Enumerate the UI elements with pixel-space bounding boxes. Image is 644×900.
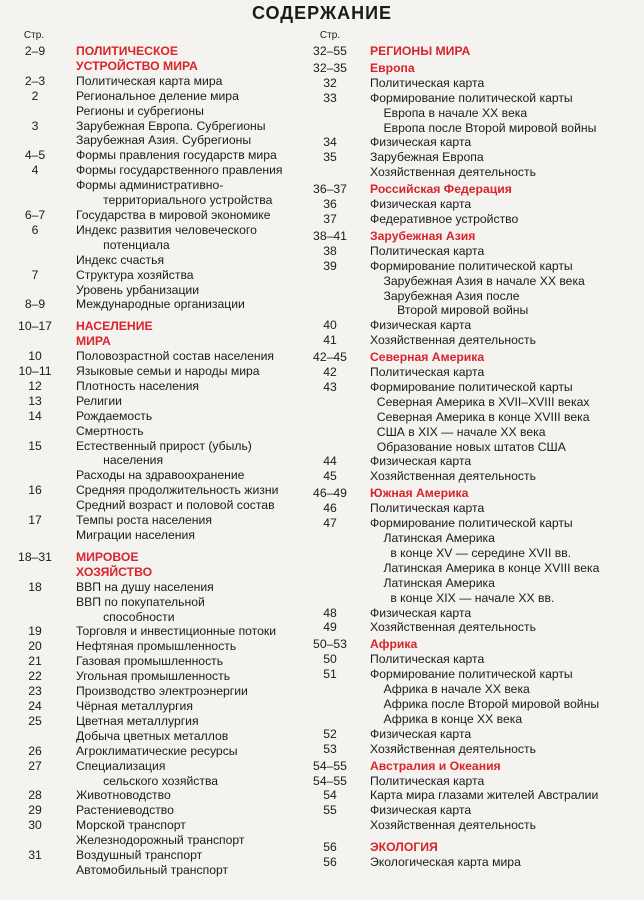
entry-title: Плотность населения [76, 378, 200, 393]
entry-title: Формирование политической карты [370, 667, 573, 682]
page-number: 2–9 [24, 44, 46, 58]
toc-entry [0, 409, 320, 424]
entry-title: Чёрная металлургия [76, 698, 193, 713]
toc-section-heading [310, 61, 644, 76]
page-number: 29 [28, 803, 42, 818]
toc-entry [0, 439, 320, 454]
toc-entry [310, 652, 644, 667]
page-number: 34 [323, 135, 337, 150]
entry-title: ВВП на душу населения [76, 579, 214, 594]
section-title: ПОЛИТИЧЕСКОЕ [76, 44, 178, 58]
toc-section-heading [310, 182, 644, 197]
toc-entry [0, 483, 320, 498]
entry-title: способности [76, 609, 175, 624]
toc-entry [0, 148, 320, 163]
entry-title: Формирование политической карты [370, 258, 573, 273]
toc-entry [310, 289, 644, 304]
entry-title: Латинская Америка [370, 575, 495, 590]
section-title: ЭКОЛОГИЯ [370, 840, 438, 855]
toc-entry [310, 365, 644, 380]
toc-entry [310, 135, 644, 150]
entry-title: Рождаемость [76, 408, 153, 423]
toc-entry [0, 283, 320, 298]
page-number: 26 [28, 743, 42, 758]
entry-title: Растениеводство [76, 803, 174, 818]
page-number: 8–9 [24, 297, 46, 312]
entry-title: Религии [76, 393, 122, 408]
toc-entry [0, 669, 320, 684]
toc-entry [0, 223, 320, 238]
page-number: 31 [28, 848, 42, 863]
section-title: Европа [370, 60, 415, 75]
toc-section-heading [0, 319, 320, 334]
entry-title: Автомобильный транспорт [76, 862, 229, 877]
page-number: 25 [28, 713, 42, 728]
entry-title: Физическая карта [370, 726, 472, 741]
page-number: 7 [31, 267, 39, 282]
entry-title: Латинская Америка [370, 531, 495, 545]
toc-entry [0, 684, 320, 699]
page-number: 10–17 [18, 319, 52, 334]
toc-entry [0, 364, 320, 379]
entry-title: США в XIX — начале XX века [370, 424, 546, 439]
toc-section-heading [310, 229, 644, 244]
toc-section-heading [310, 350, 644, 365]
toc-section-heading [0, 334, 320, 349]
toc-entry [0, 133, 320, 148]
toc-section-heading [310, 637, 644, 652]
entry-title: территориального устройства [76, 193, 273, 208]
entry-title: Индекс развития человеческого [76, 222, 257, 237]
page-number: 10 [28, 349, 42, 364]
toc-right-column [310, 22, 644, 870]
entry-title: Расходы на здравоохранение [76, 468, 245, 483]
toc-entry [0, 163, 320, 178]
entry-title: Зарубежная Азия после [370, 288, 520, 303]
page-number: 46 [323, 501, 337, 516]
toc-entry [310, 667, 644, 682]
toc-entry [310, 106, 644, 121]
entry-title: Формы административно- [76, 178, 224, 193]
section-title: Северная Америка [370, 350, 485, 365]
toc-entry [310, 546, 644, 561]
page-number: 53 [323, 741, 337, 756]
entry-title: Формы правления государств мира [76, 148, 277, 163]
toc-entry [0, 639, 320, 654]
toc-entry [310, 212, 644, 227]
toc-entry [0, 714, 320, 729]
toc-entry [310, 501, 644, 516]
entry-title: Федеративное устройство [370, 211, 519, 226]
entry-title: Формирование политической карты [370, 379, 573, 394]
section-title: Южная Америка [370, 486, 469, 501]
page-number: 21 [28, 654, 42, 669]
toc-entry [0, 580, 320, 595]
page-number: 47 [323, 516, 337, 531]
page-number: 17 [28, 513, 42, 528]
entry-title: в конце XIX — начале XX вв. [370, 590, 555, 605]
toc-entry [0, 788, 320, 803]
page-number: 56 [323, 840, 337, 855]
toc-entry [0, 848, 320, 863]
entry-title: Политическая карта [370, 773, 485, 788]
entry-title: населения [76, 453, 164, 468]
toc-section-heading [310, 759, 644, 774]
entry-title: Хозяйственная деятельность [370, 469, 536, 484]
toc-entry [310, 591, 644, 606]
toc-entry [0, 528, 320, 543]
toc-entry [0, 193, 320, 208]
entry-title: Второй мировой войны [370, 303, 529, 318]
toc-section-heading [0, 44, 320, 59]
toc-section-heading [310, 840, 644, 855]
page-number: 43 [323, 379, 337, 394]
toc-entry [0, 699, 320, 714]
entry-title: Экологическая карта мира [370, 855, 521, 870]
toc-list-left [0, 44, 320, 878]
page-number: 2–3 [24, 73, 46, 88]
toc-section-heading [0, 59, 320, 74]
toc-entry [0, 759, 320, 774]
page-number: 13 [28, 393, 42, 408]
entry-title: Миграции населения [76, 528, 195, 542]
entry-title: Хозяйственная деятельность [370, 165, 536, 180]
toc-entry [310, 425, 644, 440]
toc-entry [0, 297, 320, 312]
page-number: 15 [28, 438, 42, 453]
toc-entry [0, 774, 320, 789]
entry-title: Политическая карта [370, 652, 485, 667]
entry-title: Физическая карта [370, 135, 472, 150]
page-number: 14 [28, 408, 42, 423]
toc-entry [0, 89, 320, 104]
entry-title: Хозяйственная деятельность [370, 818, 536, 833]
entry-title: Газовая промышленность [76, 654, 224, 669]
toc-entry [310, 727, 644, 742]
entry-title: Физическая карта [370, 605, 472, 620]
page-number: 51 [323, 667, 337, 682]
entry-title: Хозяйственная деятельность [370, 620, 536, 635]
toc-entry [0, 394, 320, 409]
entry-title: ВВП по покупательной [76, 594, 205, 609]
page-number: 27 [28, 758, 42, 773]
page-number: 45 [323, 469, 337, 484]
entry-title: Зарубежная Азия. Субрегионы [76, 133, 252, 148]
toc-left-column [0, 22, 320, 878]
toc-entry [0, 424, 320, 439]
toc-entry [0, 729, 320, 744]
entry-title: Цветная металлургия [76, 713, 199, 728]
toc-list-right [310, 44, 644, 870]
entry-title: в конце XV — середине XVII вв. [370, 545, 572, 560]
entry-title: Половозрастной состав населения [76, 349, 274, 364]
toc-entry [310, 318, 644, 333]
entry-title: Животноводство [76, 788, 171, 803]
entry-title: Железнодорожный транспорт [76, 833, 245, 848]
page-number: 48 [323, 605, 337, 620]
page-number: 4 [31, 163, 39, 178]
toc-entry [310, 803, 644, 818]
page-number: 42–45 [313, 350, 347, 365]
entry-title: Физическая карта [370, 454, 472, 469]
entry-title: Государства в мировой экономике [76, 207, 271, 222]
entry-title: Уровень урбанизации [76, 282, 200, 297]
entry-title: Физическая карта [370, 197, 472, 212]
entry-title: Регионы и субрегионы [76, 103, 204, 118]
entry-title: Формы государственного правления [76, 163, 283, 178]
entry-title: Индекс счастья [76, 252, 165, 267]
page-number: 38 [323, 243, 337, 258]
entry-title: Структура хозяйства [76, 267, 194, 282]
toc-entry [310, 76, 644, 91]
toc-entry [310, 697, 644, 712]
toc-entry [0, 863, 320, 878]
entry-title: Северная Америка в конце XVIII века [370, 409, 590, 424]
toc-entry [0, 468, 320, 483]
page-number: 19 [28, 624, 42, 639]
toc-entry [0, 818, 320, 833]
page-number: 2 [31, 88, 39, 103]
section-title: МИРОВОЕ [76, 549, 139, 564]
entry-title: Формирование политической карты [370, 90, 573, 105]
toc-entry [0, 74, 320, 89]
toc-entry [0, 610, 320, 625]
page-label: Стр. [23, 30, 45, 41]
toc-entry [0, 654, 320, 669]
entry-title: Торговля и инвестиционные потоки [76, 624, 277, 639]
toc-entry [310, 259, 644, 274]
page-number: 28 [28, 788, 42, 803]
entry-title: Хозяйственная деятельность [370, 741, 536, 756]
toc-entry [0, 119, 320, 134]
entry-title: Производство электроэнергии [76, 684, 248, 699]
entry-title: Смертность [76, 423, 144, 438]
toc-entry [310, 818, 644, 833]
toc-entry [0, 349, 320, 364]
page-number: 32–35 [313, 60, 347, 75]
toc-entry [310, 788, 644, 803]
entry-title: Политическая карта [370, 365, 485, 380]
page-number: 54–55 [313, 758, 347, 773]
toc-entry [310, 742, 644, 757]
section-title: МИРА [76, 334, 111, 349]
page-header [0, 22, 320, 44]
toc-entry [310, 531, 644, 546]
page-number: 38–41 [313, 228, 347, 243]
page-number: 52 [323, 726, 337, 741]
section-title: Зарубежная Азия [370, 228, 476, 243]
entry-title: Европа после Второй мировой войны [370, 120, 597, 135]
toc-entry [310, 121, 644, 136]
toc-entry [310, 855, 644, 870]
entry-title: Политическая карта [370, 501, 485, 516]
entry-title: Хозяйственная деятельность [370, 333, 536, 348]
entry-title: Африка в конце XX века [370, 711, 523, 726]
toc-entry [310, 274, 644, 289]
toc-entry [310, 576, 644, 591]
section-title: НАСЕЛЕНИЕ [76, 319, 153, 334]
toc-entry [310, 774, 644, 789]
toc-entry [0, 178, 320, 193]
toc-entry [310, 440, 644, 455]
entry-title: Темпы роста населения [76, 513, 212, 528]
entry-title: Политическая карта [370, 243, 485, 258]
toc-entry [310, 561, 644, 576]
entry-title: Физическая карта [370, 318, 472, 333]
entry-title: Добыча цветных металлов [76, 728, 229, 743]
page-number: 54–55 [313, 773, 347, 788]
page-title: СОДЕРЖАНИЕ [251, 3, 393, 23]
page-number: 50 [323, 652, 337, 667]
toc-section-heading [310, 44, 644, 59]
entry-title: сельского хозяйства [76, 773, 219, 788]
toc-entry [310, 244, 644, 259]
page-number: 22 [28, 669, 42, 684]
page-number: 50–53 [313, 637, 347, 652]
toc-entry [0, 379, 320, 394]
entry-title: Африка после Второй мировой войны [370, 696, 600, 711]
toc-section-heading [0, 565, 320, 580]
toc-entry [310, 454, 644, 469]
page-header [310, 22, 644, 44]
entry-title: потенциала [76, 237, 170, 252]
section-title: УСТРОЙСТВО МИРА [76, 58, 198, 73]
toc-entry [310, 380, 644, 395]
entry-title: Воздушный транспорт [76, 848, 203, 863]
entry-title: Северная Америка в XVII–XVIII веках [370, 394, 590, 409]
entry-title: Зарубежная Азия в начале XX века [370, 273, 585, 288]
toc-entry [310, 395, 644, 410]
toc-entry [0, 498, 320, 513]
toc-entry [0, 624, 320, 639]
page-number: 32–55 [313, 44, 347, 58]
page-number: 16 [28, 483, 42, 498]
toc-entry [310, 150, 644, 165]
toc-entry [0, 253, 320, 268]
toc-section-heading [310, 486, 644, 501]
toc-entry [0, 208, 320, 223]
page-number: 46–49 [313, 486, 347, 501]
page-number: 33 [323, 90, 337, 105]
entry-title: Естественный прирост (убыль) [76, 438, 252, 453]
entry-title: Региональное деление мира [76, 88, 239, 103]
toc-entry [310, 333, 644, 348]
page-number: 37 [323, 211, 337, 226]
entry-title: Средний возраст и половой состав [76, 498, 275, 513]
toc-entry [0, 744, 320, 759]
entry-title: Формирование политической карты [370, 516, 573, 531]
toc-entry [0, 238, 320, 253]
page-number: 41 [323, 333, 337, 348]
page-number: 39 [323, 258, 337, 273]
entry-title: Международные организации [76, 297, 245, 312]
toc-entry [310, 606, 644, 621]
page-number: 36–37 [313, 182, 347, 197]
entry-title: Морской транспорт [76, 818, 186, 833]
page-number: 24 [28, 698, 42, 713]
page-number: 20 [28, 639, 42, 654]
entry-title: Африка в начале XX века [370, 682, 530, 697]
toc-entry [0, 513, 320, 528]
toc-entry [310, 303, 644, 318]
toc-entry [310, 410, 644, 425]
toc-entry [310, 91, 644, 106]
toc-section-heading [0, 550, 320, 565]
page-number: 23 [28, 684, 42, 699]
toc-entry [310, 516, 644, 531]
entry-title: Агроклиматические ресурсы [76, 743, 238, 758]
entry-title: Средняя продолжительность жизни [76, 483, 279, 498]
section-title: ХОЗЯЙСТВО [76, 564, 153, 579]
page-number: 6–7 [24, 207, 46, 222]
toc-entry [310, 469, 644, 484]
entry-title: Политическая карта [370, 75, 485, 90]
page-number: 12 [28, 378, 42, 393]
page-number: 42 [323, 365, 337, 380]
entry-title: Специализация [76, 758, 166, 773]
entry-title: Европа в начале XX века [370, 105, 528, 120]
entry-title: Образование новых штатов США [370, 439, 566, 454]
entry-title: Языковые семьи и народы мира [76, 364, 260, 379]
page-number: 55 [323, 803, 337, 818]
toc-entry [0, 833, 320, 848]
entry-title: Угольная промышленность [76, 669, 231, 684]
entry-title: Физическая карта [370, 803, 472, 818]
page-number: 4–5 [24, 148, 46, 163]
page-number: 18–31 [18, 549, 52, 564]
section-title: Российская Федерация [370, 182, 512, 197]
toc-entry [310, 165, 644, 180]
toc-entry [0, 803, 320, 818]
page-number: 49 [323, 620, 337, 635]
page-number: 18 [28, 579, 42, 594]
entry-title: Латинская Америка в конце XVIII века [370, 560, 600, 575]
section-title: РЕГИОНЫ МИРА [370, 44, 471, 58]
entry-title: Зарубежная Европа [370, 150, 484, 165]
entry-title: Нефтяная промышленность [76, 639, 237, 654]
toc-entry [310, 712, 644, 727]
toc-entry [0, 595, 320, 610]
toc-entry [0, 268, 320, 283]
section-title: Австралия и Океания [370, 758, 501, 773]
page-number: 10–11 [18, 364, 52, 379]
page-number: 36 [323, 197, 337, 212]
page-label: Стр. [319, 30, 341, 41]
page-number: 56 [323, 855, 337, 870]
toc-entry [310, 197, 644, 212]
toc-entry [310, 620, 644, 635]
entry-title: Карта мира глазами жителей Австралии [370, 788, 599, 803]
page-number: 44 [323, 454, 337, 469]
entry-title: Политическая карта мира [76, 73, 223, 88]
page-number: 30 [28, 818, 42, 833]
page-number: 6 [31, 222, 39, 237]
page-number: 54 [323, 788, 337, 803]
page-number: 32 [323, 75, 337, 90]
toc-entry [310, 682, 644, 697]
page-number: 35 [323, 150, 337, 165]
toc-entry [0, 104, 320, 119]
page-number: 3 [31, 118, 39, 133]
section-title: Африка [370, 637, 418, 652]
entry-title: Зарубежная Европа. Субрегионы [76, 118, 266, 133]
toc-entry [0, 453, 320, 468]
page-number: 40 [323, 318, 337, 333]
